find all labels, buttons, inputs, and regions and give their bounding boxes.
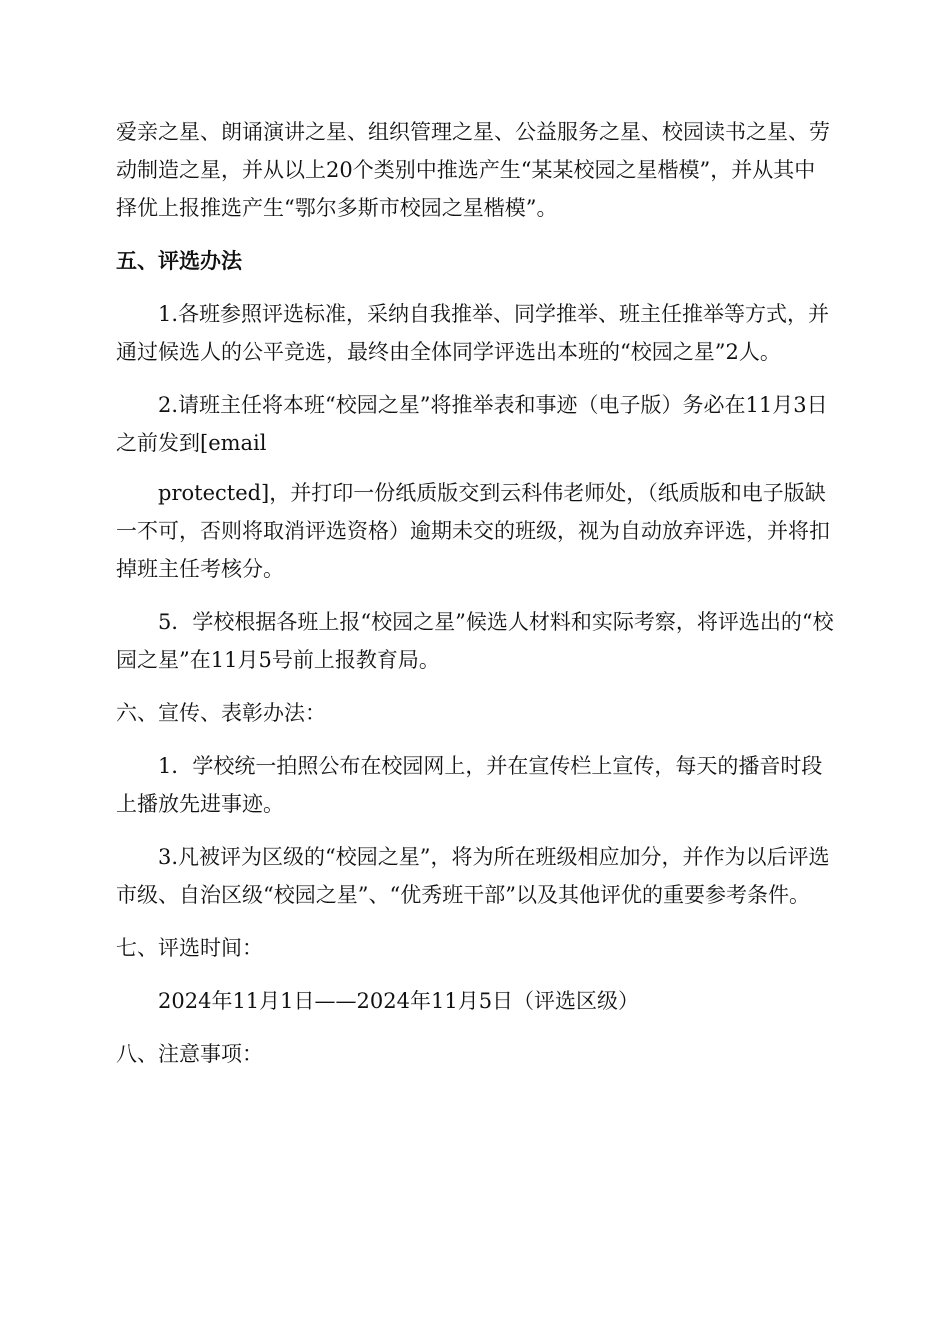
paragraph-publicity-3: 3.凡被评为区级的“校园之星”，将为所在班级相应加分，并作为以后评选市级、自治区级“校园之星”、“优秀班干部”以及其他评优的重要参考条件。 xyxy=(116,845,830,907)
paragraph-method-2-continued: protected]，并打印一份纸质版交到云科伟老师处，（纸质版和电子版缺一不可，否则将取消评选资格）逾期未交的班级，视为自动放弃评选，并将扣掉班主任考核分。 xyxy=(116,481,830,581)
section-heading-notes: 八、注意事项： xyxy=(116,1042,263,1066)
paragraph-method-1: 1.各班参照评选标准，采纳自我推举、同学推举、班主任推举等方式，并通过候选人的公平竞选，最终由全体同学评选出本班的“校园之星”2人。 xyxy=(116,302,830,364)
paragraph-method-2: 2.请班主任将本班“校园之星”将推举表和事迹（电子版）务必在11月3日之前发到[email xyxy=(116,393,828,455)
paragraph-time-range: 2024年11月1日——2024年11月5日（评选区级） xyxy=(158,989,640,1013)
paragraph-publicity-1: 1．学校统一拍照公布在校园网上，并在宣传栏上宣传，每天的播音时段上播放先进事迹。 xyxy=(116,754,823,816)
paragraph-method-5: 5．学校根据各班上报“校园之星”候选人材料和实际考察，将评选出的“校园之星”在11月5号前上报教育局。 xyxy=(116,610,834,672)
section-heading-selection-method: 五、评选办法 xyxy=(116,249,242,273)
section-heading-publicity: 六、宣传、表彰办法： xyxy=(116,701,326,725)
document-page xyxy=(116,113,836,1088)
paragraph-categories: 爱亲之星、朗诵演讲之星、组织管理之星、公益服务之星、校园读书之星、劳动制造之星，并从以上20个类别中推选产生“某某校园之星楷模”，并从其中择优上报推选产生“鄂尔多斯市校园之星楷模”。 xyxy=(116,120,830,220)
section-heading-time: 七、评选时间： xyxy=(116,936,263,960)
